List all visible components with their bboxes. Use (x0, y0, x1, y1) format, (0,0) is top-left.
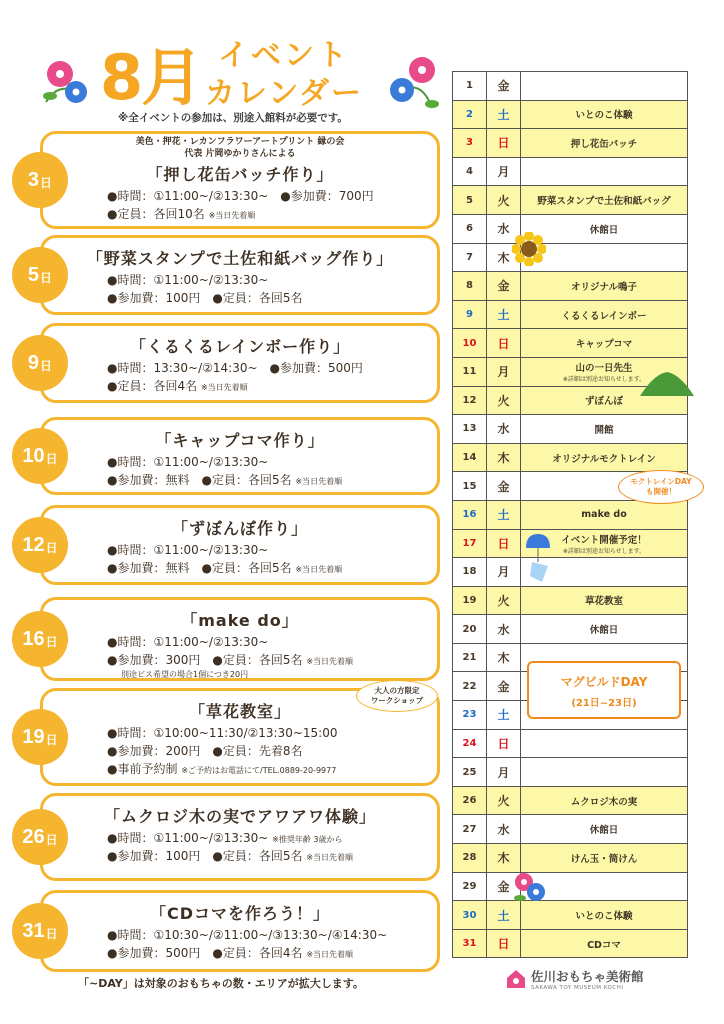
sunflower-icon (512, 232, 546, 266)
event-detail-text: ●時間：①11:00~/②13:30~ (107, 543, 269, 557)
calendar-date: 4 (453, 157, 487, 186)
calendar-date: 29 (453, 872, 487, 901)
calendar-date: 13 (453, 415, 487, 444)
calendar-date: 19 (453, 586, 487, 615)
calendar-event-cell (521, 300, 688, 329)
event-detail (43, 542, 437, 560)
calendar-date: 24 (453, 729, 487, 758)
event-day-unit: 日 (45, 926, 58, 941)
calendar-row (453, 901, 688, 930)
event-title: 「CDコマを作ろう！」 (149, 904, 331, 923)
mountain-icon (640, 370, 694, 398)
event-day-badge (12, 709, 68, 765)
event-detail (43, 945, 437, 963)
calendar-row (453, 500, 688, 529)
calendar-weekday: 土 (487, 701, 521, 730)
calendar-event: くるくるレインボー (561, 310, 647, 322)
calendar-event: 野菜スタンプで土佐和紙バッグ (537, 196, 671, 208)
calendar-event-cell (521, 329, 688, 358)
calendar-date: 10 (453, 329, 487, 358)
calendar-weekday: 金 (487, 72, 521, 101)
calendar-date: 1 (453, 72, 487, 101)
event-card (40, 417, 440, 495)
calendar-event: オリジナル鳴子 (570, 281, 638, 293)
event-day-unit: 日 (45, 634, 58, 649)
event-detail (43, 743, 437, 761)
calendar-weekday: 木 (487, 643, 521, 672)
calendar-date: 21 (453, 643, 487, 672)
museum-name-en: SAKAWA TOY MUSEUM KOCHI (531, 985, 624, 991)
event-day-unit: 日 (45, 732, 58, 747)
event-detail-text: ●時間：13:30~/②14:30~ ●参加費：500円 (107, 361, 363, 375)
calendar-row (453, 844, 688, 873)
event-detail (43, 634, 437, 652)
event-detail (43, 454, 437, 472)
event-detail-text: ●参加費：無料 ●定員：各回5名 (107, 473, 292, 487)
calendar-event: CDコマ (587, 939, 621, 951)
calendar-event: 草花教室 (584, 596, 623, 608)
calendar-event: 開館 (594, 424, 614, 436)
wind-chime-icon (518, 532, 558, 584)
calendar-event-cell (521, 129, 688, 158)
calendar-event-note: ※詳細は別途お知らせします。 (562, 547, 646, 555)
magbuild-title: マグビルドDAY (560, 675, 648, 689)
calendar-row (453, 758, 688, 787)
calendar-date: 30 (453, 901, 487, 930)
event-detail (43, 927, 437, 945)
morning-glory-icon (382, 50, 444, 116)
event-detail (43, 761, 437, 779)
calendar-weekday: 月 (487, 758, 521, 787)
event-detail-text: ●事前予約制 (107, 762, 178, 776)
calendar-event: 押し花缶バッチ (570, 138, 638, 150)
calendar-date: 17 (453, 529, 487, 558)
event-day-badge (12, 809, 68, 865)
event-detail-note: ※当日先着順 (306, 950, 354, 959)
adult-workshop-bubble (356, 680, 438, 712)
event-detail (43, 472, 437, 490)
event-day-unit: 日 (40, 270, 53, 285)
calendar-weekday: 火 (487, 586, 521, 615)
calendar-weekday: 水 (487, 415, 521, 444)
event-day-unit: 日 (45, 832, 58, 847)
calendar-event: make do (581, 509, 627, 521)
event-detail-text: ●時間：①10:00~11:30/②13:30~15:00 (107, 726, 338, 740)
calendar-weekday: 火 (487, 386, 521, 415)
calendar-row (453, 929, 688, 958)
event-detail (43, 290, 437, 308)
calendar-event: ずぼんぼ (584, 396, 623, 408)
event-day-number: 26 (22, 825, 45, 848)
calendar-row (453, 186, 688, 215)
event-detail-text: ●参加費：100円 ●定員：各回5名 (107, 291, 303, 305)
calendar-row (453, 443, 688, 472)
calendar-event: キャップコマ (575, 339, 633, 351)
calendar-weekday: 水 (487, 615, 521, 644)
calendar-row (453, 529, 688, 558)
calendar-weekday: 火 (487, 786, 521, 815)
event-detail-note: ※当日先着順 (306, 853, 354, 862)
event-day-number: 5 (27, 263, 40, 286)
calendar-row (453, 243, 688, 272)
calendar-weekday: 水 (487, 214, 521, 243)
calendar-row (453, 300, 688, 329)
event-title: 「押し花缶バッチ作り」 (146, 165, 334, 184)
event-title: 「make do」 (181, 611, 299, 630)
calendar-row (453, 129, 688, 158)
event-day-number: 9 (27, 351, 40, 374)
calendar-event-cell (521, 272, 688, 301)
event-detail-text: ●定員：各回10名 (107, 207, 205, 221)
calendar-weekday: 木 (487, 443, 521, 472)
event-detail (43, 848, 437, 866)
event-day-badge (12, 335, 68, 391)
calendar-row (453, 615, 688, 644)
calendar-event-cell (521, 186, 688, 215)
calendar-event-cell (521, 500, 688, 529)
event-title: 「野菜スタンプで土佐和紙バッグ作り」 (86, 249, 394, 268)
calendar-weekday: 日 (487, 929, 521, 958)
event-detail-note: ※当日先着順 (295, 565, 343, 574)
museum-logo (505, 967, 644, 991)
event-card (40, 505, 440, 585)
event-extra-note: 別途ビス希望の場合1個につき20円 (121, 670, 249, 679)
event-detail (43, 272, 437, 290)
event-day-number: 16 (22, 627, 45, 650)
event-day-unit: 日 (45, 451, 58, 466)
event-day-badge (12, 428, 68, 484)
calendar-weekday: 木 (487, 243, 521, 272)
calendar-weekday: 土 (487, 500, 521, 529)
event-title: 「草花教室」 (188, 702, 291, 721)
calendar-date: 31 (453, 929, 487, 958)
event-detail-text: ●時間：①11:00~/②13:30~ ●参加費：700円 (107, 189, 374, 203)
event-detail-note: ※ご予約はお電話にて/TEL.0889-20-9977 (181, 766, 337, 775)
event-detail (43, 725, 437, 743)
event-detail (43, 360, 437, 378)
calendar-weekday: 金 (487, 272, 521, 301)
event-detail-text: ●参加費：500円 ●定員：各回4名 (107, 946, 303, 960)
event-title: 「くるくるレインボー作り」 (129, 337, 351, 356)
calendar-date: 5 (453, 186, 487, 215)
calendar-date: 6 (453, 214, 487, 243)
calendar-row (453, 815, 688, 844)
calendar-row (453, 558, 688, 587)
event-day-unit: 日 (40, 175, 53, 190)
calendar-date: 11 (453, 357, 487, 386)
calendar-date: 9 (453, 300, 487, 329)
event-detail (43, 560, 437, 578)
admission-note: ※全イベントの参加は、別途入館料が必要です。 (118, 112, 348, 124)
event-detail (43, 206, 437, 224)
calendar-date: 20 (453, 615, 487, 644)
calendar-date: 16 (453, 500, 487, 529)
calendar-event-cell (521, 100, 688, 129)
event-day-badge (12, 247, 68, 303)
event-detail-text: ●参加費：100円 ●定員：各回5名 (107, 849, 303, 863)
morning-glory-icon (510, 868, 550, 908)
event-card (40, 131, 440, 229)
calendar-weekday: 金 (487, 872, 521, 901)
title-line-1: イベント (218, 38, 350, 73)
calendar-row (453, 786, 688, 815)
calendar-weekday: 金 (487, 472, 521, 501)
event-detail-note: ※当日先着順 (295, 477, 343, 486)
calendar-table (452, 71, 688, 958)
calendar-event-note: ※詳細は別途お知らせします。 (562, 376, 646, 384)
calendar-row (453, 586, 688, 615)
calendar-weekday: 火 (487, 186, 521, 215)
calendar-date: 3 (453, 129, 487, 158)
event-card (40, 323, 440, 403)
calendar-date: 22 (453, 672, 487, 701)
event-day-number: 10 (22, 444, 45, 467)
event-detail (43, 830, 437, 848)
calendar-date: 26 (453, 786, 487, 815)
calendar-event: ムクロジ木の実 (570, 796, 638, 808)
calendar-weekday: 金 (487, 672, 521, 701)
event-title: 「キャップコマ作り」 (155, 431, 325, 450)
calendar-date: 25 (453, 758, 487, 787)
event-detail-note: ※当日先着順 (208, 211, 256, 220)
event-detail-text: ●定員：各回4名 (107, 379, 198, 393)
calendar-weekday: 土 (487, 901, 521, 930)
calendar-row (453, 72, 688, 101)
calendar-weekday: 日 (487, 729, 521, 758)
calendar-event: いとのこ体験 (575, 911, 633, 923)
event-organizer-rep: 代表 片岡ゆかりさんによる (184, 149, 296, 159)
event-detail-note: ※推奨年齢 3歳から (272, 835, 343, 844)
event-card (40, 793, 440, 881)
event-detail-text: ●参加費：無料 ●定員：各回5名 (107, 561, 292, 575)
calendar-weekday: 土 (487, 300, 521, 329)
museum-name: 佐川おもちゃ美術館 (531, 969, 644, 984)
event-card (40, 235, 440, 315)
event-day-badge (12, 517, 68, 573)
calendar-event-cell (521, 586, 688, 615)
event-title: 「ずぼんぼ作り」 (171, 519, 308, 538)
event-detail-text: ●時間：①11:00~/②13:30~ (107, 635, 269, 649)
event-day-badge (12, 152, 68, 208)
calendar-event: 山の一日先生 (575, 363, 633, 375)
event-detail-note: ※当日先着順 (200, 383, 248, 392)
calendar-row (453, 729, 688, 758)
calendar-weekday: 日 (487, 329, 521, 358)
calendar-event-cell (521, 786, 688, 815)
calendar-date: 18 (453, 558, 487, 587)
calendar-event-cell (521, 443, 688, 472)
museum-logo-icon (505, 968, 527, 990)
calendar-row (453, 214, 688, 243)
adult-workshop-text: 大人の方限定 ワークショップ (370, 686, 424, 705)
event-day-badge (12, 611, 68, 667)
event-organizer: 美色・押花・レカンフラワーアートプリント 縁の会 (135, 137, 345, 147)
calendar-row (453, 329, 688, 358)
event-card (40, 890, 440, 972)
calendar-date: 23 (453, 701, 487, 730)
calendar-row (453, 272, 688, 301)
morning-glory-icon (38, 52, 100, 114)
calendar-date: 7 (453, 243, 487, 272)
calendar-event-cell (521, 157, 688, 186)
calendar-row (453, 157, 688, 186)
event-detail-text: ●参加費：200円 ●定員：先着8名 (107, 744, 303, 758)
calendar-event: 休館日 (589, 825, 619, 837)
moku-bubble-text: モクトレインDAY も開催！ (630, 477, 692, 496)
calendar-event-cell (521, 615, 688, 644)
calendar-date: 14 (453, 443, 487, 472)
magbuild-day-box (527, 661, 681, 719)
calendar-event: 休館日 (589, 625, 619, 637)
calendar-weekday: 水 (487, 815, 521, 844)
footer-note: 「~DAY」は対象のおもちゃの数・エリアが拡大します。 (78, 977, 364, 990)
calendar-weekday: 日 (487, 529, 521, 558)
calendar-event: いとのこ体験 (575, 110, 633, 122)
calendar-row (453, 872, 688, 901)
event-day-unit: 日 (40, 358, 53, 373)
calendar-row (453, 100, 688, 129)
calendar-event-cell (521, 415, 688, 444)
event-detail-text: ●時間：①10:30~/②11:00~/③13:30~/④14:30~ (107, 928, 388, 942)
event-title: 「ムクロジ木の実でアワアワ体験」 (103, 807, 376, 826)
event-detail (43, 652, 437, 670)
event-card (40, 597, 440, 681)
event-detail (43, 378, 437, 396)
calendar-weekday: 月 (487, 357, 521, 386)
event-day-number: 31 (22, 919, 45, 942)
calendar-date: 12 (453, 386, 487, 415)
calendar-weekday: 土 (487, 100, 521, 129)
calendar-event-cell (521, 729, 688, 758)
calendar-event: イベント開催予定！ (561, 534, 647, 546)
calendar-weekday: 日 (487, 129, 521, 158)
calendar-event-cell (521, 815, 688, 844)
event-detail-text: ●時間：①11:00~/②13:30~ (107, 455, 269, 469)
calendar-date: 28 (453, 844, 487, 873)
event-detail-text: ●時間：①11:00~/②13:30~ (107, 273, 269, 287)
moku-train-bubble (618, 470, 704, 504)
event-detail (43, 188, 437, 206)
calendar-event-cell (521, 72, 688, 101)
event-day-number: 19 (22, 725, 45, 748)
calendar-event-cell (521, 758, 688, 787)
calendar-date: 2 (453, 100, 487, 129)
event-day-number: 3 (27, 168, 40, 191)
event-detail-text: ●時間：①11:00~/②13:30~ (107, 831, 269, 845)
title-line-2: カレンダー (205, 76, 364, 111)
month-heading: 8月 (100, 41, 202, 114)
magbuild-range: (21日~23日) (571, 698, 637, 709)
event-day-number: 12 (22, 533, 45, 556)
event-detail-text: ●参加費：300円 ●定員：各回5名 (107, 653, 303, 667)
calendar-weekday: 月 (487, 558, 521, 587)
event-day-unit: 日 (45, 540, 58, 555)
calendar-date: 15 (453, 472, 487, 501)
event-day-badge (12, 903, 68, 959)
calendar-date: 8 (453, 272, 487, 301)
calendar-event-cell (521, 929, 688, 958)
calendar-date: 27 (453, 815, 487, 844)
calendar-weekday: 月 (487, 157, 521, 186)
calendar-event: けん玉・筒けん (570, 853, 638, 865)
calendar-weekday: 木 (487, 844, 521, 873)
calendar-event: オリジナルモクトレイン (552, 453, 656, 465)
calendar-row (453, 415, 688, 444)
event-detail-note: ※当日先着順 (306, 657, 354, 666)
calendar-event: 休館日 (589, 224, 619, 236)
